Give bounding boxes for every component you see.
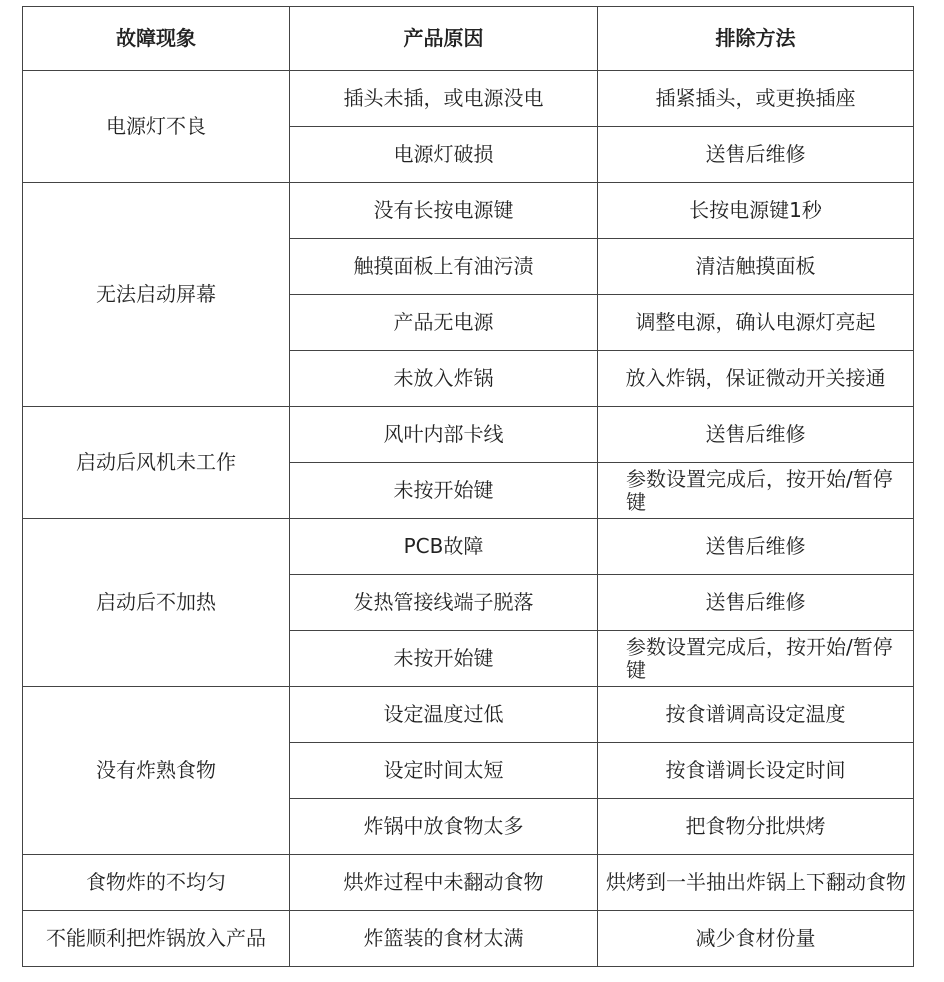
symptom-cell: 无法启动屏幕 — [23, 183, 290, 407]
cause-cell: 电源灯破损 — [290, 127, 598, 183]
symptom-cell: 启动后不加热 — [23, 519, 290, 687]
cause-cell: 未按开始键 — [290, 463, 598, 519]
table-row — [23, 911, 914, 967]
solution-cell: 放入炸锅，保证微动开关接通 — [598, 351, 914, 407]
table-row — [23, 71, 914, 127]
solution-cell: 调整电源，确认电源灯亮起 — [598, 295, 914, 351]
cause-cell: 发热管接线端子脱落 — [290, 575, 598, 631]
solution-cell: 送售后维修 — [598, 407, 914, 463]
cause-cell: PCB故障 — [290, 519, 598, 575]
solution-cell: 送售后维修 — [598, 127, 914, 183]
solution-cell: 把食物分批烘烤 — [598, 799, 914, 855]
solution-cell: 送售后维修 — [598, 575, 914, 631]
cause-cell: 未按开始键 — [290, 631, 598, 687]
cause-cell: 炸锅中放食物太多 — [290, 799, 598, 855]
symptom-cell: 没有炸熟食物 — [23, 687, 290, 855]
symptom-cell: 启动后风机未工作 — [23, 407, 290, 519]
header-solution: 排除方法 — [598, 7, 914, 71]
cause-cell: 炸篮装的食材太满 — [290, 911, 598, 967]
table-row — [23, 519, 914, 575]
table-row — [23, 183, 914, 239]
solution-cell: 送售后维修 — [598, 519, 914, 575]
solution-cell: 参数设置完成后，按开始/暂停键 — [598, 631, 914, 687]
solution-cell: 按食谱调高设定温度 — [598, 687, 914, 743]
cause-cell: 触摸面板上有油污渍 — [290, 239, 598, 295]
cause-cell: 设定温度过低 — [290, 687, 598, 743]
cause-cell: 没有长按电源键 — [290, 183, 598, 239]
table-row — [23, 855, 914, 911]
symptom-cell: 不能顺利把炸锅放入产品 — [23, 911, 290, 967]
troubleshooting-table — [22, 6, 914, 967]
header-cause: 产品原因 — [290, 7, 598, 71]
table-row — [23, 407, 914, 463]
solution-cell: 烘烤到一半抽出炸锅上下翻动食物 — [598, 855, 914, 911]
cause-cell: 风叶内部卡线 — [290, 407, 598, 463]
solution-cell: 减少食材份量 — [598, 911, 914, 967]
header-row — [23, 7, 914, 71]
header-symptom: 故障现象 — [23, 7, 290, 71]
symptom-cell: 食物炸的不均匀 — [23, 855, 290, 911]
cause-cell: 设定时间太短 — [290, 743, 598, 799]
cause-cell: 未放入炸锅 — [290, 351, 598, 407]
solution-cell: 清洁触摸面板 — [598, 239, 914, 295]
table-row — [23, 687, 914, 743]
cause-cell: 产品无电源 — [290, 295, 598, 351]
symptom-cell: 电源灯不良 — [23, 71, 290, 183]
cause-cell: 插头未插，或电源没电 — [290, 71, 598, 127]
solution-cell: 长按电源键1秒 — [598, 183, 914, 239]
solution-cell: 参数设置完成后，按开始/暂停键 — [598, 463, 914, 519]
solution-cell: 插紧插头，或更换插座 — [598, 71, 914, 127]
solution-cell: 按食谱调长设定时间 — [598, 743, 914, 799]
cause-cell: 烘炸过程中未翻动食物 — [290, 855, 598, 911]
